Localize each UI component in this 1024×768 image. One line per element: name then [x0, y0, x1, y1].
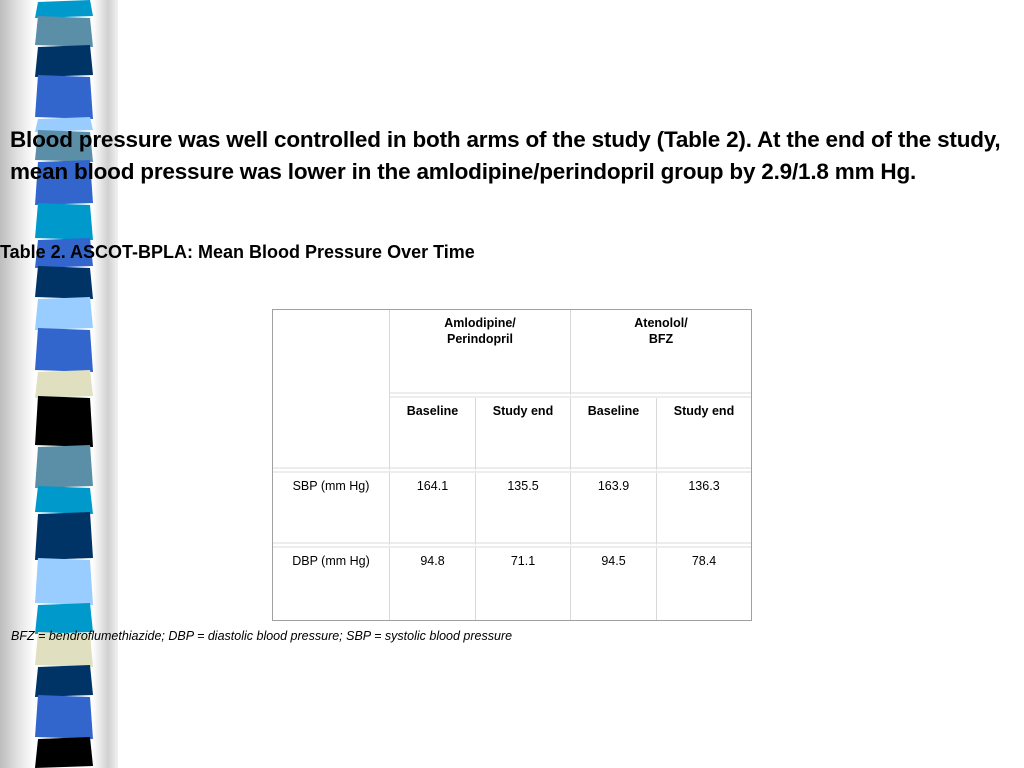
strip-band	[35, 16, 93, 47]
table-cell: 94.5	[571, 548, 657, 620]
sub-header-baseline: Baseline	[571, 398, 657, 473]
strip-band	[35, 266, 93, 299]
strip-band	[35, 486, 93, 514]
sub-header-study-end: Study end	[476, 398, 571, 473]
group-header-line: Amlodipine/	[444, 316, 516, 330]
strip-band	[35, 737, 93, 768]
table-cell: 94.8	[390, 548, 476, 620]
row-label: DBP (mm Hg)	[273, 548, 390, 620]
group-header-line: BFZ	[648, 332, 674, 346]
strip-band	[35, 75, 93, 119]
strip-band	[35, 0, 93, 18]
strip-band	[35, 297, 93, 330]
sub-header-baseline: Baseline	[390, 398, 476, 473]
strip-band	[35, 665, 93, 697]
sub-header-study-end: Study end	[657, 398, 751, 473]
group-header-line: Perindopril	[447, 332, 513, 346]
strip-band	[35, 512, 93, 560]
table-cell: 78.4	[691, 554, 717, 568]
table-cell: 164.1	[390, 473, 476, 548]
table-footnote: BFZ = bendroflumethiazide; DBP = diastolic blood pressure; SBP = systolic blood pressure	[11, 629, 513, 643]
table-cell: 71.1	[476, 548, 571, 620]
blood-pressure-table	[272, 309, 752, 621]
strip-band	[35, 370, 93, 398]
strip-band	[35, 328, 93, 372]
table-cell: 163.9	[571, 473, 657, 548]
strip-band	[35, 558, 93, 605]
strip-band	[35, 695, 93, 739]
strip-band	[35, 203, 93, 240]
table-corner-cell	[273, 310, 390, 473]
group-header-line: Atenolol/	[634, 316, 688, 330]
table-row	[273, 473, 751, 548]
strip-band	[35, 396, 93, 447]
group-header-amlodipine	[390, 310, 571, 398]
table-row	[273, 548, 751, 620]
strip-band	[35, 445, 93, 488]
table-cell: 135.5	[476, 473, 571, 548]
decorative-strip	[0, 0, 118, 768]
table-title: Table 2. ASCOT-BPLA: Mean Blood Pressure Over Time	[0, 242, 475, 262]
strip-band	[35, 45, 93, 77]
row-label: SBP (mm Hg)	[273, 473, 390, 548]
table-cell: 136.3	[657, 473, 751, 548]
slide-body-text: Blood pressure was well controlled in both arms of the study (Table 2). At the end of the study, mean blood pressure was lower in the amlodipine/perindopril group by 2.9/1.8 mm Hg.	[10, 127, 1001, 184]
group-header-atenolol	[571, 310, 751, 398]
